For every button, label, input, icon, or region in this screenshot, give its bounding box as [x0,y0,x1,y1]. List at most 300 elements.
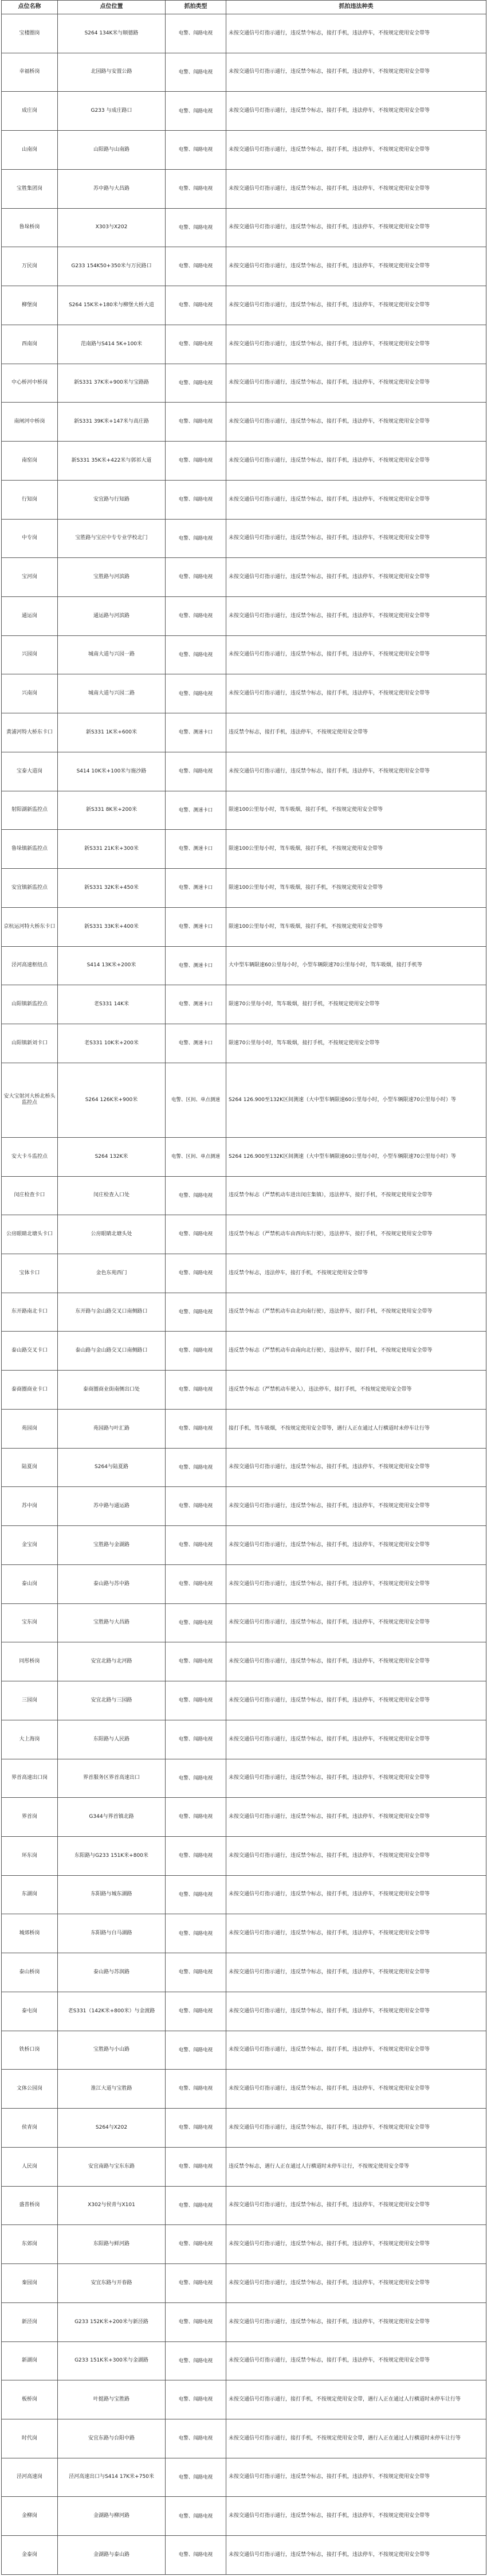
capture-type-cell: 电警、闯路电视 [166,1798,226,1837]
point-name-cell: 大上海岗 [2,1720,58,1759]
point-location-cell: 泾河高速出口与S414 17K米+750米 [58,2458,166,2497]
point-location-cell: X303与X202 [58,208,166,247]
violation-types-cell: 违反禁令标志，接打手机，违法停车，不按规定使用安全带等 [226,713,486,752]
point-name-cell: 新湖岗 [2,2341,58,2380]
capture-type-cell: 电警、测速卡口 [166,830,226,869]
capture-type-cell: 电警、闯路电视 [166,519,226,558]
violation-types-cell: 未按交通信号灯指示通行，违反禁令标志，接打手机，违法停车，不按规定使用安全带等 [226,1448,486,1487]
table-row [2,1836,486,1875]
table-row [2,2070,486,2109]
table-row [2,791,486,830]
point-location-cell: S264 15K米+180米与柳堡大桥大道 [58,286,166,325]
table-row [2,558,486,597]
point-name-cell: 泰山岗 [2,1564,58,1603]
capture-type-cell: 电警、闯路电视 [166,286,226,325]
point-location-cell: 东开路与金山路交叉口南侧路口 [58,1293,166,1332]
violation-types-cell: 未按交通信号灯指示通行，违反禁令标志，接打手机，违法停车，不按规定使用安全带等 [226,2264,486,2303]
table-row [2,2380,486,2419]
violation-types-cell: 未按交通信号灯指示通行，违反禁令标志，接打手机，违法停车，不按规定使用安全带等 [226,1681,486,1720]
capture-type-cell: 电警、闯路电视 [166,1332,226,1371]
point-name-cell: 柳堡岗 [2,286,58,325]
violation-types-cell: 未按交通信号灯指示通行，违反禁令标志，接打手机，违法停车，不按规定使用安全带等 [226,558,486,597]
point-name-cell: 泰屯岗 [2,1992,58,2031]
table-row [2,1332,486,1371]
point-location-cell: 新S331 8K米+200米 [58,791,166,830]
table-row [2,1409,486,1448]
capture-type-cell: 电警、测速卡口 [166,907,226,946]
violation-types-cell: 未按交通信号灯指示通行，接打手机，不按规定使用安全带，遇行人正在通过人行横道时未停车让行等 [226,2380,486,2419]
table-row [2,1875,486,1914]
capture-type-cell: 电警、闯路电视 [166,2070,226,2109]
point-name-cell: 中专岗 [2,519,58,558]
point-name-cell: 通运岗 [2,597,58,636]
point-name-cell: 宝体卡口 [2,1254,58,1293]
point-name-cell: 泾河高速岗 [2,2458,58,2497]
point-name-cell: 射阳湖新监控点 [2,791,58,830]
point-location-cell: 东阳路与白马湖路 [58,1914,166,1953]
point-name-cell: 鲁垛桥岗 [2,208,58,247]
table-row [2,403,486,442]
capture-type-cell: 电警、闯路电视 [166,1875,226,1914]
violation-types-cell: 未按交通信号灯指示通行，违反禁令标志，接打手机，违法停车，不按规定使用安全带等 [226,2109,486,2148]
capture-type-cell: 电警、闯路电视 [166,1215,226,1254]
capture-type-cell: 电警、闯路电视 [166,1681,226,1720]
capture-type-cell: 电警、闯路电视 [166,208,226,247]
violation-types-cell: 限速70公里每小时，驾车吸烟，接打手机，不按规定使用安全带等 [226,985,486,1024]
point-location-cell: 淮江大道与宝胜路 [58,2070,166,2109]
table-row [2,1642,486,1681]
table-row [2,208,486,247]
table-row [2,286,486,325]
capture-type-cell: 电警、闯路电视 [166,2225,226,2264]
capture-type-cell: 电警、测速卡口 [166,713,226,752]
point-name-cell: 兴南岗 [2,674,58,713]
point-location-cell: 公房眼睛北塘头处 [58,1215,166,1254]
violation-types-cell: 未按交通信号灯指示通行，违反禁令标志，接打手机，违法停车，不按规定使用安全带等 [226,2341,486,2380]
point-location-cell: 城南大道与兴园一路 [58,635,166,674]
point-location-cell: G233 152K米+200米与新泾路 [58,2302,166,2341]
table-row [2,2497,486,2536]
violation-types-cell: 未按交通信号灯指示通行，违反禁令标志，接打手机，违法停车，不按规定使用安全带等 [226,1603,486,1642]
violation-types-cell: 未按交通信号灯指示通行，违反禁令标志，接打手机，违法停车，不按规定使用安全带等 [226,325,486,364]
violation-types-cell: 未按交通信号灯指示通行，违反禁令标志，接打手机，违法停车，不按规定使用安全带等 [226,286,486,325]
point-name-cell: 泾河高速枢纽点 [2,946,58,985]
table-row [2,1720,486,1759]
point-location-cell: 金湖路与柳河路 [58,2497,166,2536]
violation-types-cell: 未按交通信号灯指示通行，违反禁令标志，接打手机，违法停车，不按规定使用安全带等 [226,1564,486,1603]
point-name-cell: 人民岗 [2,2147,58,2186]
violation-types-cell: 未按交通信号灯指示通行，违反禁令标志，接打手机，违法停车，不按规定使用安全带等 [226,597,486,636]
violation-types-cell: 未按交通信号灯指示通行，接打手机，不按规定使用安全带，遇行人正在通过人行横道时未停车让行等 [226,2419,486,2458]
point-name-cell: 中心桥河中桥岗 [2,364,58,403]
violation-types-cell: 违反禁令标志（严禁机动车由南向北行驶），违法停车，接打手机，不按规定使用安全带等 [226,1332,486,1371]
violation-types-cell: 未按交通信号灯指示通行，违反禁令标志，接打手机，违法停车，不按规定使用安全带等 [226,1526,486,1565]
point-location-cell: 泰山路与金山路交叉口南侧路口 [58,1332,166,1371]
violation-types-cell: 未按交通信号灯指示通行，违反禁令标志，接打手机，违法停车，不按规定使用安全带等 [226,1798,486,1837]
violation-types-cell: 违反禁令标志，遇行人正在通过人行横道时未停车让行，不按规定使用安全带等 [226,2147,486,2186]
point-name-cell: 南闸河中桥岗 [2,403,58,442]
table-row [2,2147,486,2186]
point-location-cell: 苏中路与大昌路 [58,169,166,208]
violation-types-cell: 未按交通信号灯指示通行，违反禁令标志，接打手机，违法停车，不按规定使用安全带等 [226,53,486,92]
point-name-cell: 秦园岗 [2,2264,58,2303]
point-location-cell: S264 126K米+900米 [58,1063,166,1137]
table-row [2,2225,486,2264]
table-row [2,752,486,791]
capture-type-cell: 电警、闯路电视 [166,1526,226,1565]
point-name-cell: 泰山桥岗 [2,1953,58,1992]
point-location-cell: 宝胜路与小山路 [58,2031,166,2070]
table-row [2,985,486,1024]
point-location-cell: 苏中路与通运路 [58,1487,166,1526]
capture-type-cell: 电警、闯路电视 [166,1642,226,1681]
point-name-cell: 东开路南北卡口 [2,1293,58,1332]
point-location-cell: X302与侯青与X101 [58,2186,166,2225]
point-name-cell: 三园岗 [2,1681,58,1720]
point-name-cell: 金泰岗 [2,2536,58,2575]
point-location-cell: S264与X202 [58,2109,166,2148]
capture-type-cell: 电警、闯路电视 [166,2109,226,2148]
violation-types-cell: 未按交通信号灯指示通行，违反禁令标志，接打手机，违法停车，不按规定使用安全带等 [226,2458,486,2497]
violation-types-cell: 未按交通信号灯指示通行，违反禁令标志，接打手机，违法停车，不按规定使用安全带等 [226,92,486,131]
violation-types-cell: 未按交通信号灯指示通行，违反禁令标志，接打手机，违法停车，不按规定使用安全带等 [226,674,486,713]
capture-type-cell: 电警、闯路电视 [166,1836,226,1875]
violation-types-cell: 限速100公里每小时，驾车吸烟，接打手机，不按规定使用安全带等 [226,791,486,830]
capture-type-cell: 电警、闯路电视 [166,1176,226,1215]
point-location-cell: 范南路与S414 5K+100米 [58,325,166,364]
table-row [2,1487,486,1526]
table-row [2,1914,486,1953]
capture-type-cell: 电警、测速卡口 [166,946,226,985]
violation-types-cell: 违反禁令标志（严禁机动车由北向南行驶），违法停车，接打手机，不按规定使用安全带等 [226,1293,486,1332]
header-point-location: 点位位置 [58,1,166,14]
point-name-cell: 闵庄检查卡口 [2,1176,58,1215]
point-location-cell: 东阳路与城东湖路 [58,1875,166,1914]
point-location-cell: 界首服务区界首高速出口 [58,1759,166,1798]
table-row [2,1448,486,1487]
point-name-cell: 盛普桥岗 [2,2186,58,2225]
point-name-cell: 环东岗 [2,1836,58,1875]
point-location-cell: 新S331 37K米+900米与宝路路 [58,364,166,403]
point-location-cell: 通运路与河滨路 [58,597,166,636]
point-location-cell: 安宜南路与宝东东路 [58,2147,166,2186]
point-location-cell: 新S331 33K米+400米 [58,907,166,946]
table-row [2,1681,486,1720]
point-name-cell: 铁桥口岗 [2,2031,58,2070]
violation-types-cell: 限速70公里每小时，驾车吸烟，接打手机，不按规定使用安全带等 [226,1024,486,1063]
violation-types-cell: 未按交通信号灯指示通行，违反禁令标志，接打手机，违法停车，不按规定使用安全带等 [226,208,486,247]
violation-types-cell: 违反禁令标志（严禁机动车进出闵庄集镇），违法停车，接打手机，不按规定使用安全带等 [226,1176,486,1215]
violation-types-cell: 限速100公里每小时，驾车吸烟，接打手机，不按规定使用安全带等 [226,907,486,946]
point-location-cell: S264 132K米 [58,1137,166,1176]
point-name-cell: 安宜镇新监控点 [2,869,58,908]
table-row [2,1293,486,1332]
violation-types-cell: 未按交通信号灯指示通行，违反禁令标志，接打手机，违法停车，不按规定使用安全带等 [226,442,486,481]
point-location-cell: G233 与成庄路口 [58,92,166,131]
point-location-cell: 安宜路与行知路 [58,480,166,519]
capture-type-cell: 电警、闯路电视 [166,674,226,713]
point-location-cell: 老S331 10K米+200米 [58,1024,166,1063]
point-name-cell: 东湖岗 [2,1875,58,1914]
capture-type-cell: 电警、闯路电视 [166,2536,226,2575]
table-row [2,519,486,558]
violation-types-cell: S264 126.900至132K区间测速（大中型车辆限速60公里每小时，小型车辆限速70公里每小时）等 [226,1063,486,1137]
table-row [2,325,486,364]
point-location-cell: 泰山路与苏中路 [58,1564,166,1603]
table-row [2,1254,486,1293]
capture-type-cell: 电警、闯路电视 [166,364,226,403]
table-row [2,131,486,170]
point-location-cell: 新S331 1K米+600米 [58,713,166,752]
point-location-cell: 新S331 32K米+450米 [58,869,166,908]
point-location-cell: 城南大道与兴园二路 [58,674,166,713]
point-name-cell: 山阳镇新刘卡口 [2,1024,58,1063]
violation-types-cell: 违反禁令标志（严禁机动车由西向东行驶），违法停车，接打手机，不按规定使用安全带等 [226,1215,486,1254]
point-name-cell: 宝泰大道岗 [2,752,58,791]
point-name-cell: 成庄岗 [2,92,58,131]
capture-type-cell: 电警、区间、单点测速 [166,1063,226,1137]
point-name-cell: 苑园岗 [2,1409,58,1448]
violation-types-cell: 未按交通信号灯指示通行，违反禁令标志，接打手机，违法停车，不按规定使用安全带等 [226,403,486,442]
violation-types-cell: 未按交通信号灯指示通行，违反禁令标志，接打手机，违法停车，不按规定使用安全带等 [226,2225,486,2264]
point-name-cell: 宝胜集团岗 [2,169,58,208]
point-location-cell: 宝胜路与宝应中专专业学校北门 [58,519,166,558]
point-name-cell: 行知岗 [2,480,58,519]
table-row [2,2419,486,2458]
point-location-cell: 金湖路与泰山路 [58,2536,166,2575]
point-location-cell: S264与陆夏路 [58,1448,166,1487]
table-row [2,1176,486,1215]
capture-type-cell: 电警、闯路电视 [166,2302,226,2341]
table-row [2,2341,486,2380]
table-row [2,1992,486,2031]
violation-types-cell: 未按交通信号灯指示通行，违反禁令标志，接打手机，违法停车，不按规定使用安全带等 [226,247,486,286]
violation-types-cell: 未按交通信号灯指示通行，违反禁令标志，接打手机，违法停车，不按规定使用安全带等 [226,364,486,403]
capture-type-cell: 电警、闯路电视 [166,752,226,791]
table-row [2,635,486,674]
header-capture-type: 抓拍类型 [166,1,226,14]
capture-type-cell: 电警、闯路电视 [166,92,226,131]
violation-types-cell: 大中型车辆限速60公里每小时，小型车辆限速70公里每小时，驾车吸烟，接打手机等 [226,946,486,985]
capture-type-cell: 电警、闯路电视 [166,1254,226,1293]
capture-type-cell: 电警、闯路电视 [166,2031,226,2070]
capture-type-cell: 电警、闯路电视 [166,1914,226,1953]
point-name-cell: 城郊桥岗 [2,1914,58,1953]
point-location-cell: 东阳路与人民路 [58,1720,166,1759]
point-location-cell: 老S331（142K米+800米）与金渡路 [58,1992,166,2031]
capture-type-cell: 电警、闯路电视 [166,403,226,442]
capture-type-cell: 电警、区间、单点测速 [166,1137,226,1176]
capture-type-cell: 电警、闯路电视 [166,597,226,636]
violation-types-cell: 未按交通信号灯指示通行，违反禁令标志，接打手机，违法停车，不按规定使用安全带等 [226,480,486,519]
table-row [2,713,486,752]
point-location-cell: 宝胜路与大昌路 [58,1603,166,1642]
point-name-cell: 金宝岗 [2,1526,58,1565]
capture-type-cell: 电警、闯路电视 [166,558,226,597]
table-row [2,1063,486,1137]
table-row [2,869,486,908]
point-location-cell: 安宜北路与三园路 [58,1681,166,1720]
point-name-cell: 苏中岗 [2,1487,58,1526]
violation-types-cell: 限速100公里每小时，驾车吸烟，接打手机，不按规定使用安全带等 [226,869,486,908]
table-header-row [2,1,486,14]
point-name-cell: 泰商圈商业卡口 [2,1371,58,1410]
violation-types-cell: 违反禁令标志，违法停车，接打手机，不按规定使用安全带等 [226,1254,486,1293]
violation-types-cell: 未按交通信号灯指示通行，违反禁令标志，接打手机，违法停车，不按规定使用安全带等 [226,1953,486,1992]
point-location-cell: S264 134K米与顺德路 [58,14,166,53]
table-row [2,1798,486,1837]
table-row [2,2109,486,2148]
violation-types-cell: 未按交通信号灯指示通行，违反禁令标志，接打手机，违法停车，不按规定使用安全带等 [226,2302,486,2341]
capture-type-cell: 电警、闯路电视 [166,442,226,481]
table-row [2,2186,486,2225]
violation-types-cell: 限速100公里每小时，驾车吸烟，接打手机，不按规定使用安全带等 [226,830,486,869]
table-row [2,1564,486,1603]
point-name-cell: 安大卡斗监控点 [2,1137,58,1176]
capture-type-cell: 电警、闯路电视 [166,247,226,286]
violation-types-cell: 未按交通信号灯指示通行，违反禁令标志，接打手机，违法停车，不按规定使用安全带等 [226,1875,486,1914]
capture-type-cell: 电警、闯路电视 [166,1487,226,1526]
point-name-cell: 同彤桥岗 [2,1642,58,1681]
point-name-cell: 宝东岗 [2,1603,58,1642]
violation-types-cell: 未按交通信号灯指示通行，违反禁令标志，接打手机，违法停车，不按规定使用安全带等 [226,1642,486,1681]
point-location-cell: 金色东苑西门 [58,1254,166,1293]
capture-type-cell: 电警、闯路电视 [166,2147,226,2186]
point-location-cell: 东阳路与G233 151K米+800米 [58,1836,166,1875]
point-location-cell: 东阳路与鲜河路 [58,2225,166,2264]
table-row [2,1024,486,1063]
capture-type-cell: 电警、闯路电视 [166,1409,226,1448]
point-location-cell: 宝胜路与河滨路 [58,558,166,597]
table-row [2,1526,486,1565]
violation-types-cell: 未按交通信号灯指示通行，违反禁令标志，接打手机，违法停车，不按规定使用安全带等 [226,2497,486,2536]
header-point-name: 点位名称 [2,1,58,14]
violation-types-cell: 未按交通信号灯指示通行，违反禁令标志，接打手机，违法停车，不按规定使用安全带等 [226,1759,486,1798]
point-name-cell: 文体公园岗 [2,2070,58,2109]
table-row [2,1953,486,1992]
violation-types-cell: 未按交通信号灯指示通行，违反禁令标志，接打手机，违法停车，不按规定使用安全带等 [226,1836,486,1875]
capture-type-cell: 电警、闯路电视 [166,2380,226,2419]
header-violation-types: 抓拍违法种类 [226,1,486,14]
point-location-cell: 泰山路与苏润路 [58,1953,166,1992]
point-location-cell: 宝胜路与金湖路 [58,1526,166,1565]
camera-points-table [1,0,486,2575]
point-name-cell: 泰山路交叉卡口 [2,1332,58,1371]
point-name-cell: 万民岗 [2,247,58,286]
violation-types-cell: 未按交通信号灯指示通行，违反禁令标志，接打手机，违法停车，不按规定使用安全带等 [226,2536,486,2575]
capture-type-cell: 电警、闯路电视 [166,2497,226,2536]
capture-type-cell: 电警、闯路电视 [166,14,226,53]
point-location-cell: G233 151K米+300米与金湖路 [58,2341,166,2380]
point-name-cell: 幸福桥岗 [2,53,58,92]
point-name-cell: 公房眼睛北塘头卡口 [2,1215,58,1254]
point-name-cell: 南窑岗 [2,442,58,481]
point-name-cell: 山南岗 [2,131,58,170]
point-location-cell: 新S331 39K米+147米与高庄路 [58,403,166,442]
capture-type-cell: 电警、闯路电视 [166,1720,226,1759]
point-location-cell: S414 10K米+100米与施沙路 [58,752,166,791]
point-name-cell: 界首岗 [2,1798,58,1837]
point-location-cell: 北园路与安置公路 [58,53,166,92]
capture-type-cell: 电警、闯路电视 [166,1603,226,1642]
table-row [2,169,486,208]
point-name-cell: 东郊岗 [2,2225,58,2264]
violation-types-cell: 未按交通信号灯指示通行，违反禁令标志，接打手机，违法停车，不按规定使用安全带等 [226,752,486,791]
point-name-cell: 宝河岗 [2,558,58,597]
capture-type-cell: 电警、闯路电视 [166,635,226,674]
point-name-cell: 新泾岗 [2,2302,58,2341]
point-name-cell: 兴园岗 [2,635,58,674]
capture-type-cell: 电警、闯路电视 [166,2186,226,2225]
table-row [2,907,486,946]
table-row [2,92,486,131]
violation-types-cell: 接打手机，驾车吸烟，不按规定使用安全带等，遇行人正在通过人行横道时未停车让行等 [226,1409,486,1448]
point-name-cell: 板桥岗 [2,2380,58,2419]
violation-types-cell: 未按交通信号灯指示通行，违反禁令标志，接打手机，违法停车，不按规定使用安全带等 [226,2186,486,2225]
capture-type-cell: 电警、测速卡口 [166,791,226,830]
capture-type-cell: 电警、闯路电视 [166,1371,226,1410]
point-name-cell: 界首高速出口岗 [2,1759,58,1798]
point-name-cell: 时代岗 [2,2419,58,2458]
violation-types-cell: 未按交通信号灯指示通行，违反禁令标志，接打手机，违法停车，不按规定使用安全带等 [226,2070,486,2109]
capture-type-cell: 电警、闯路电视 [166,1293,226,1332]
violation-types-cell: 未按交通信号灯指示通行，违反禁令标志，接打手机，违法停车，不按规定使用安全带等 [226,1914,486,1953]
capture-type-cell: 电警、闯路电视 [166,2264,226,2303]
point-location-cell: 山阳路与山南路 [58,131,166,170]
table-row [2,830,486,869]
violation-types-cell: 未按交通信号灯指示通行，违反禁令标志，接打手机，违法停车，不按规定使用安全带等 [226,131,486,170]
point-location-cell: 老S331 14K米 [58,985,166,1024]
table-row [2,2031,486,2070]
capture-type-cell: 电警、闯路电视 [166,325,226,364]
table-row [2,946,486,985]
point-name-cell: 鲁垛镇新监控点 [2,830,58,869]
table-row [2,2536,486,2575]
table-row [2,480,486,519]
capture-type-cell: 电警、闯路电视 [166,2341,226,2380]
point-name-cell: 侯青岗 [2,2109,58,2148]
table-row [2,674,486,713]
table-row [2,1371,486,1410]
violation-types-cell: 未按交通信号灯指示通行，违反禁令标志，接打手机，违法停车，不按规定使用安全带等 [226,14,486,53]
point-name-cell: 陆夏岗 [2,1448,58,1487]
capture-type-cell: 电警、闯路电视 [166,1448,226,1487]
point-location-cell: 安宜东路与台阳中路 [58,2419,166,2458]
capture-type-cell: 电警、闯路电视 [166,2419,226,2458]
violation-types-cell: 未按交通信号灯指示通行，违反禁令标志，接打手机，违法停车，不按规定使用安全带等 [226,1992,486,2031]
point-name-cell: 安大宝射河大桥北桥头监控点 [2,1063,58,1137]
capture-type-cell: 电警、闯路电视 [166,480,226,519]
point-location-cell: G233 154K50+350米与万民路口 [58,247,166,286]
point-name-cell: 金柳岗 [2,2497,58,2536]
capture-type-cell: 电警、闯路电视 [166,1759,226,1798]
capture-type-cell: 电警、闯路电视 [166,131,226,170]
capture-type-cell: 电警、闯路电视 [166,53,226,92]
table-row [2,2264,486,2303]
capture-type-cell: 电警、测速卡口 [166,869,226,908]
capture-type-cell: 电警、闯路电视 [166,1953,226,1992]
violation-types-cell: 违反禁令标志（严禁机动车驶入），违法停车，接打手机，不按规定使用安全带等 [226,1371,486,1410]
table-row [2,1137,486,1176]
table-row [2,1603,486,1642]
violation-types-cell: 未按交通信号灯指示通行，违反禁令标志，接打手机，违法停车，不按规定使用安全带等 [226,635,486,674]
point-location-cell: 安宜东路与开春路 [58,2264,166,2303]
violation-types-cell: 未按交通信号灯指示通行，违反禁令标志，接打手机，违法停车，不按规定使用安全带等 [226,519,486,558]
violation-types-cell: 未按交通信号灯指示通行，违反禁令标志，接打手机，违法停车，不按规定使用安全带等 [226,1720,486,1759]
point-location-cell: 苑园路与叶汇路 [58,1409,166,1448]
capture-type-cell: 电警、闯路电视 [166,169,226,208]
point-location-cell: 闵庄检查入口处 [58,1176,166,1215]
